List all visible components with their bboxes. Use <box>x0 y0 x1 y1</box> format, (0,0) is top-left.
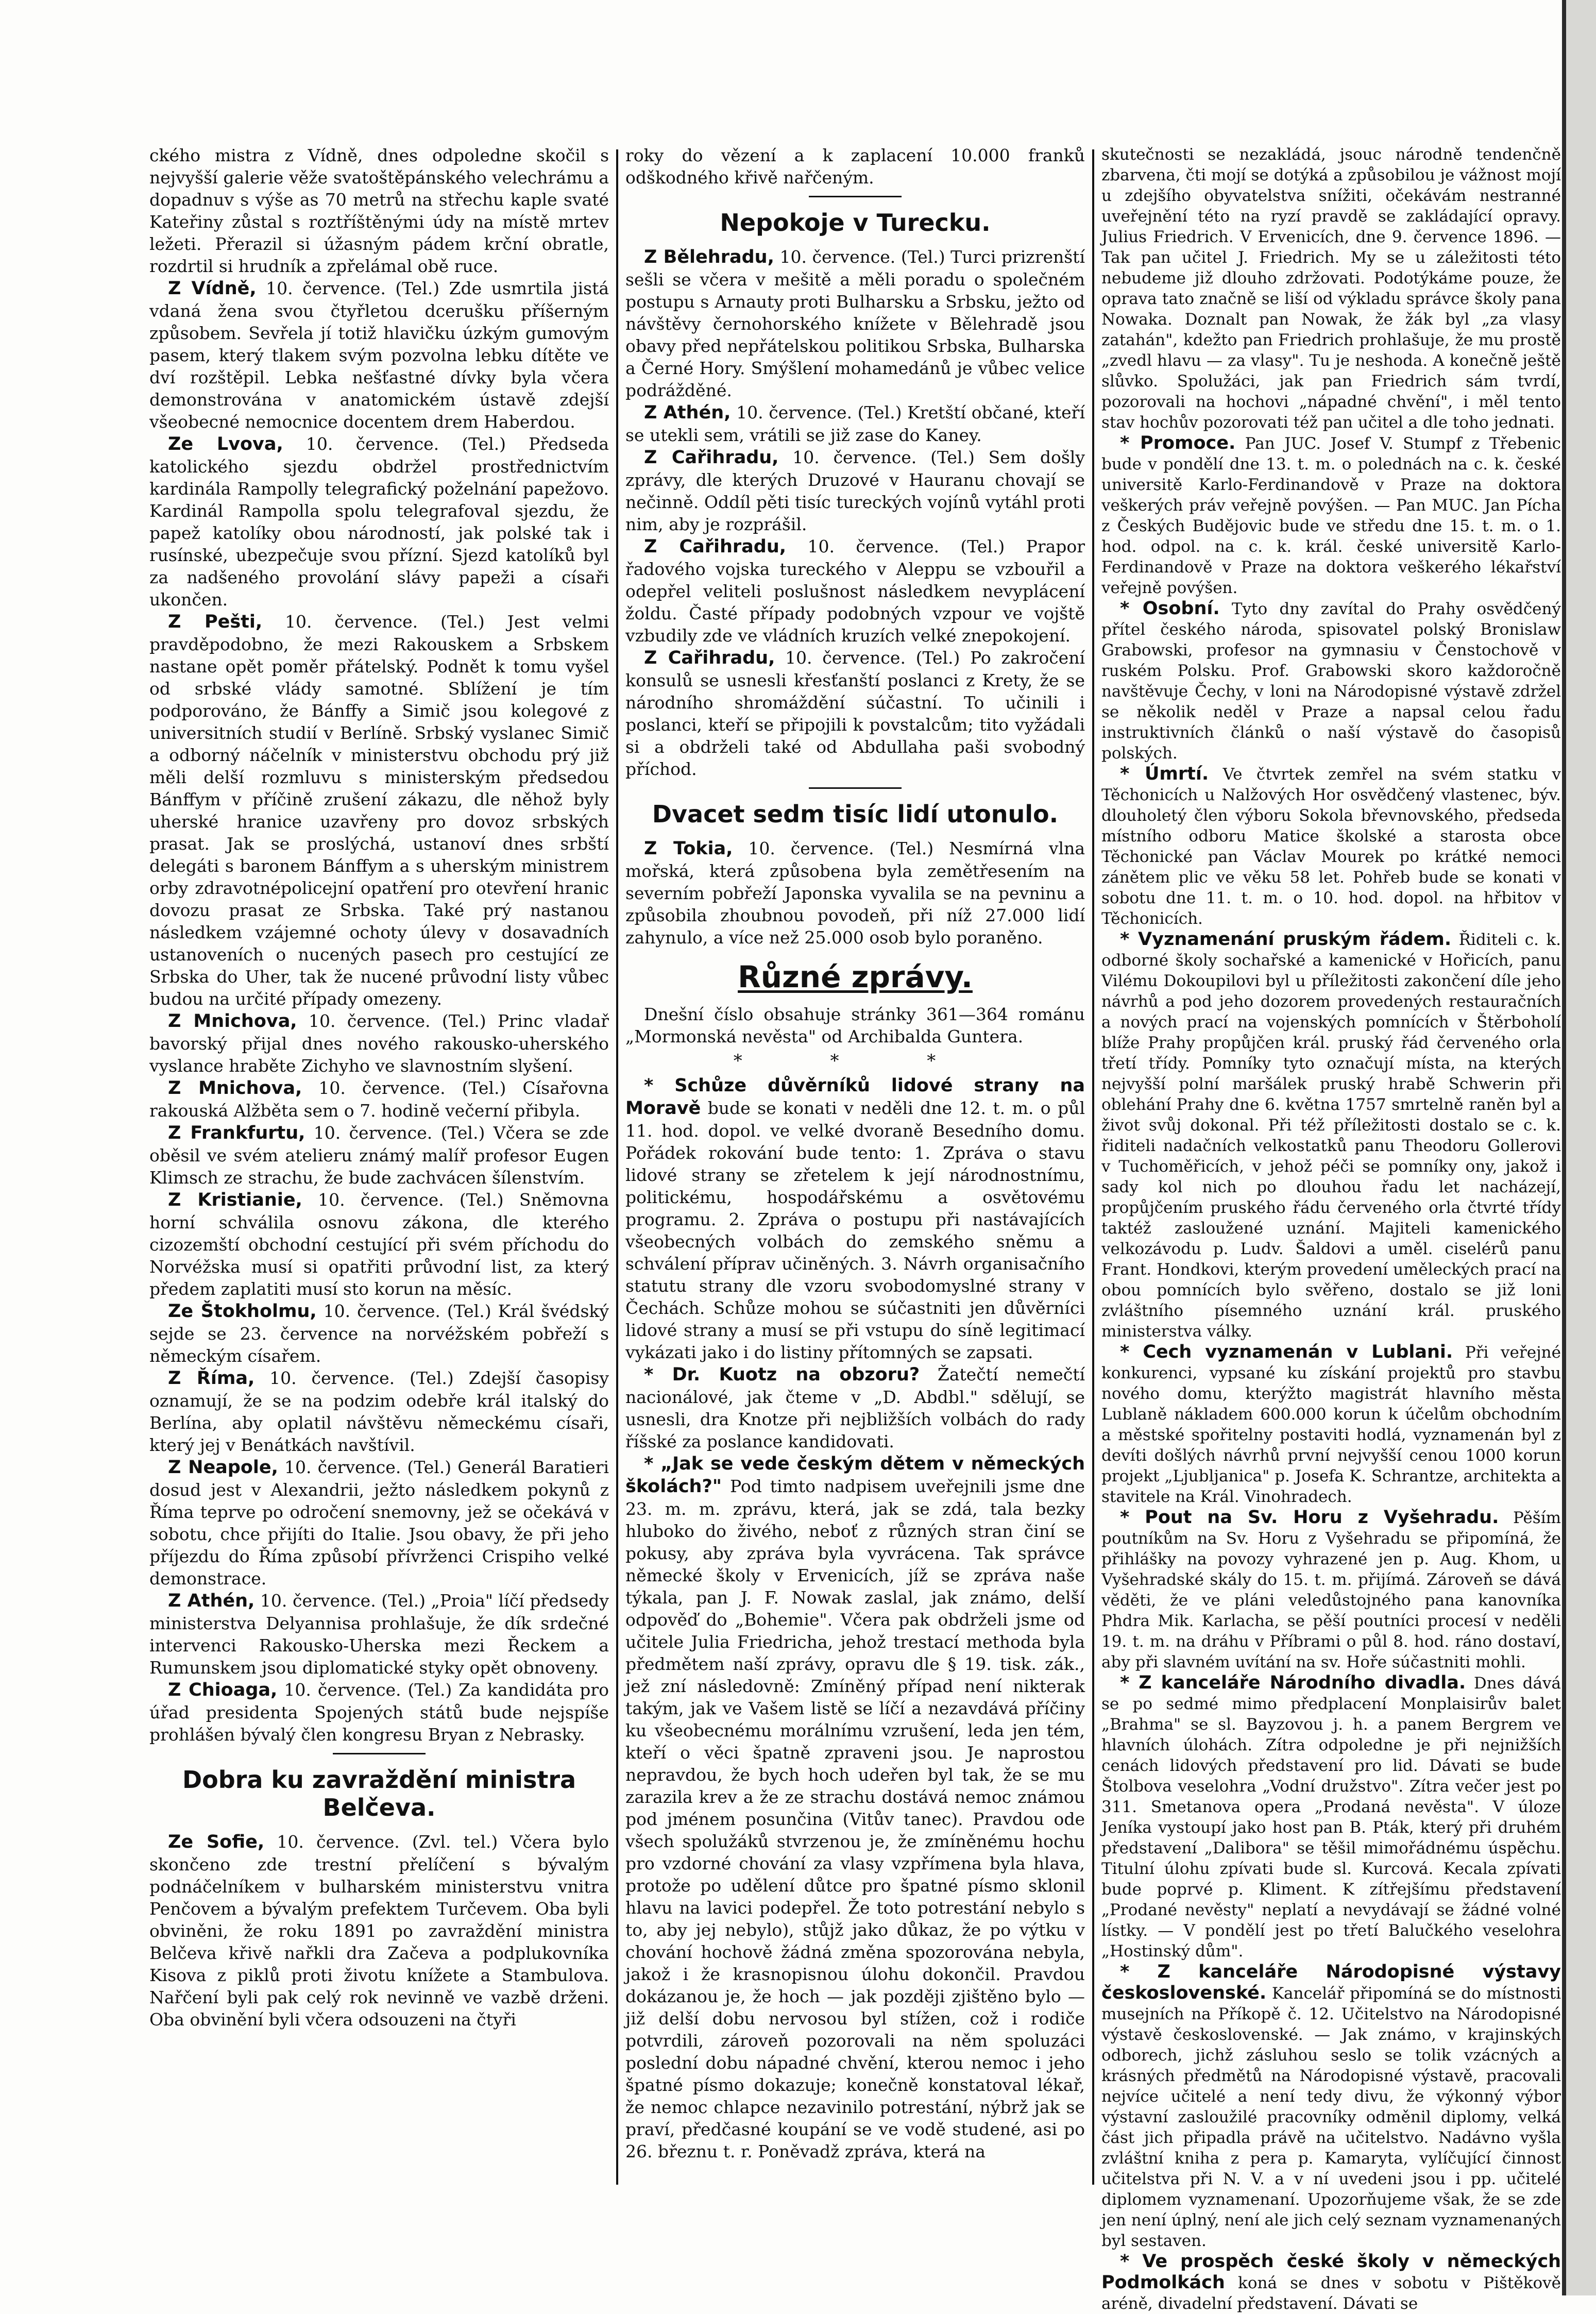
paragraph-text: Ve čtvrtek zemřel na svém statku v Těchonicích u Nalžových Hor osvědčený vlastenec, býv. dlouholetý člen výboru Sokola břevnovského, předseda místního odboru Matice školské a starosta obce Těchonické pan Václav Mourek po krátké nemoci zánětem plic ve věku 58 let. Pohřeb bude se konati v sobotu dne 11. t. m. o 10. hod. dopol. na hřbitov v Těchonicích. <box>1101 765 1561 928</box>
news-paragraph <box>1101 1673 1561 1962</box>
dateline: Z Mnichova, <box>168 1011 297 1032</box>
dateline: * Osobní. <box>1119 598 1220 619</box>
newspaper-page <box>149 144 1561 2313</box>
dateline: Z Cařihradu, <box>643 447 779 468</box>
dateline: * „Jak se vede českým dětem v německých školách?" <box>625 1454 1085 1497</box>
paragraph-text: bude se konati v neděli dne 12. t. m. o půl 11. hod. dopol. ve velké dvoraně Besedního domu. Pořádek rokování bude tento: 1. Zpráva o stavu lidové strany se zřetelem k její národnostnímu, politickému, hospodářskému a osvětovému programu. 2. Zpráva o postupu při nastávajících všeobecných volbách do zemského sněmu a schválení příprav učiněných. 3. Návrh organisačního statutu strany dle vzoru svobodomyslné strany v Čechách. Schůze mohou se súčastniti jen důvěrníci lidové strany a musí se při vstupu do síně legitimací vykázati jako i do listiny přítomných se zapsati. <box>625 1098 1085 1362</box>
dateline: * Pout na Sv. Horu z Vyšehradu. <box>1119 1507 1499 1528</box>
news-paragraph <box>625 1003 1085 1048</box>
dateline: Z Říma, <box>168 1368 255 1389</box>
news-paragraph <box>1101 144 1561 433</box>
news-paragraph <box>1101 764 1561 929</box>
dateline: Ze Lvova, <box>168 434 283 454</box>
dateline: * Vyznamenání pruským řádem. <box>1119 929 1452 950</box>
scan-edge-line <box>1562 0 1566 2295</box>
dateline: Z Tokia, <box>643 838 733 859</box>
scan-edge-margin <box>1566 0 1596 2295</box>
column-left <box>149 144 609 2288</box>
dateline: Z Neapole, <box>168 1457 278 1478</box>
news-paragraph <box>1101 2251 1561 2314</box>
column-rule <box>616 149 618 2185</box>
news-paragraph <box>625 647 1085 780</box>
paragraph-text: 10. července. (Tel.) Princ vladař bavorský přijal dnes nového rakousko-uherského vyslance hraběte Zichyho ve slavnostním slyšení. <box>149 1011 609 1076</box>
news-paragraph <box>1101 1962 1561 2251</box>
paragraph-text: 10. července. (Tel.) Kretští občané, kteří se utekli sem, vrátili se již zase do Kaney. <box>625 402 1085 445</box>
paragraph-text: 10. července. (Tel.) Nesmírná vlna mořská, která způsobena byla zemětřesením na severním pobřeží Japonska vyvalila se na pevninu a způsobila zhoubnou povodeň, při níž 27.000 lidí zahynulo, a více než 25.000 osob bylo poraněno. <box>625 838 1085 948</box>
news-paragraph <box>1101 929 1561 1342</box>
news-paragraph <box>149 1077 609 1122</box>
dateline: Z Chioaga, <box>168 1680 278 1700</box>
news-paragraph <box>149 1010 609 1077</box>
news-paragraph <box>625 837 1085 949</box>
paragraph-text: skutečnosti se nezakládá, jsouc národně tendenčně zbarvena, čti mojí se dotýká a způsobilou je vážnost mojí u zdejšího obyvatelstva snížiti, očekávám nestranné uveřejnění této na ryzí pravdě se zakládající opravy. Julius Friedrich. V Ervenicích, dne 9. července 1896. — Tak pan učitel J. Friedrich. My se u záležitosti této nebudeme již dlouho zdržovati. Podotýkáme pouze, že oprava tato značně se liší od výkladu správce školy pana Nowaka. Doznalt pan Nowak, že žák byl „za vlasy zatahán", kdežto pan Friedrich prohlašuje, že mu prostě „zvedl hlavu — za vlasy". Tu je neshoda. A konečně ještě slůvko. Spolužáci, jak pan Friedrich sám tvrdí, pozorovali na hochovi „nápadné chvění", i měl tento stav hochův pozorovati též pan učitel a dle toho jednati. <box>1101 145 1561 432</box>
paragraph-text: 10. července. (Tel.) Císařovna rakouská Alžběta sem o 7. hodině večerní přibyla. <box>149 1078 609 1121</box>
news-paragraph <box>149 1300 609 1367</box>
paragraph-text: 10. července. (Tel.) Zdejší časopisy oznamují, že se na podzim odebře král italský do Berlína, aby oplatil návštěvu německému císaři, který jej v Benátkách navštívil. <box>149 1368 609 1455</box>
paragraph-text: 10. července. (Tel.) Sem došly zprávy, dle kterých Druzové v Hauranu chovají se nečinně. Oddíl pěti tisíc tureckých vojínů vytáhl proti nim, aby je rozprášil. <box>625 447 1085 534</box>
dateline: Z Kristianie, <box>168 1190 302 1210</box>
section-heading: Dobra ku zavraždění ministra Belčeva. <box>182 1766 576 1821</box>
column-right <box>1101 144 1561 2313</box>
news-paragraph <box>1101 1507 1561 1673</box>
news-paragraph <box>149 277 609 433</box>
section-heading: Různé zprávy. <box>738 959 973 994</box>
paragraph-text: 10. července. (Tel.) Sněmovna horní schválila osnovu zákona, dle kterého cizozemští obchodní cestující při svém příchodu do Norvéžska musí si opatřiti průvodní list, za který předem zaplatiti musí sto korun na měsíc. <box>149 1190 609 1299</box>
dateline: * Ve prospěch české školy v německých Podmolkách <box>1101 2251 1561 2293</box>
section-heading: Nepokoje v Turecku. <box>720 209 991 237</box>
paragraph-text: 10. července. (Tel.) Generál Baratieri dosud jest v Alexandrii, ježto následkem pokynů z Říma teprve po odročení snemovny, jež se očekává v sobotu, chce přijíti do Italie. Jsou obavy, že při jeho příjezdu do Říma způsobí přívrženci Crispiho velké demonstrace. <box>149 1457 609 1589</box>
dateline: Z Vídně, <box>168 278 257 299</box>
paragraph-text: 10. července. (Tel.) Za kandidáta pro úřad presidenta Spojených států bude nejspíše prohlášen bývalý člen kongresu Bryan z Nebrasky. <box>149 1680 609 1745</box>
news-paragraph <box>149 1590 609 1679</box>
paragraph-text: roky do vězení a k zaplacení 10.000 franků odškodného křivě nařčeným. <box>625 145 1085 188</box>
column-rule <box>1092 149 1094 2185</box>
dateline: Z Frankfurtu, <box>168 1123 305 1143</box>
news-paragraph <box>149 1122 609 1189</box>
news-paragraph <box>149 611 609 1010</box>
dateline: * Z kanceláře Národopisné výstavy československé. <box>1101 1962 1561 2003</box>
news-paragraph <box>149 1679 609 1746</box>
news-paragraph <box>625 535 1085 647</box>
news-paragraph <box>625 446 1085 535</box>
paragraph-text: 10. července. (Tel.) Turci prizrenští sešli se včera v mešitě a měli poradu o společném postupu s Arnauty proti Bulharsku a Srbsku, ježto od návštěvy černohorského knížete v Bělehradě jsou obavy před nepřátelskou politikou Srbska, Bulharska a Černé Hory. Smýšlení mohamedánů je vůbec velice podrážděné. <box>625 247 1085 400</box>
dateline: Z Mnichova, <box>168 1078 302 1099</box>
paragraph-text: 10. července. (Tel.) Včera se zde oběsil ve svém atelieru známý malíř profesor Eugen Klimsch ze strachu, že bude zachvácen šílenstvím. <box>149 1123 609 1188</box>
news-paragraph <box>149 433 609 611</box>
news-paragraph <box>625 1452 1085 2163</box>
paragraph-text: Pan JUC. Josef V. Stumpf z Třebenic bude v pondělí dne 13. t. m. o polednách na c. k. české universitě Karlo-Ferdinandově v Praze na doktora veškerých práv veřejně povýšen. — Pan MUC. Jan Pícha z Českých Budějovic bude ve středu dne 15. t. m. o 1. hod. odpol. na c. k. král. české universitě Karlo-Ferdinandově v Praze na doktora veškerého lékařství veřejně povýšen. <box>1101 434 1561 597</box>
news-paragraph <box>625 1363 1085 1452</box>
paragraph-text: Dnes dává se po sedmé mimo předplacení Monplaisirův balet „Brahma" se sl. Bayzovou j. h. a panem Bergrem ve hlavních úlohách. Zítra odpoledne je při nejnižších cenách lidových představení pro lid. Dávati se bude Štolbova veselohra „Vodní družstvo". Zítra večer jest po 311. Smetanova opera „Prodaná nevěsta". V úloze Jeníka vystoupí jako host pan B. Pták, který při druhém představení „Dalibora" se těšil mimořádnému úspěchu. Titulní úlohu zpívati bude sl. Kurcová. Kecala zpívati bude poprvé p. Kliment. K zítřejšímu představení „Prodané nevěsty" neplatí a nevydávají se žádné volné lístky. — V pondělí jest po třetí Balučkého veselohra „Hostinský dům". <box>1101 1674 1561 1961</box>
news-paragraph <box>1101 433 1561 598</box>
dateline: * Úmrtí. <box>1119 764 1209 784</box>
news-paragraph <box>149 1456 609 1590</box>
paragraph-text: 10. července. (Tel.) „Proia" líčí předsedy ministerstva Delyannisa prohlašuje, že dík srdečné intervenci Rakousko-Uherska mezi Řeckem a Rumunskem jsou diplomatické styky opět obnoveny. <box>149 1591 609 1678</box>
dateline: * Cech vyznamenán v Lublani. <box>1119 1342 1453 1362</box>
news-paragraph <box>1101 598 1561 764</box>
heading-rule <box>809 787 902 789</box>
paragraph-text: Při veřejné konkurenci, vypsané ku získání projektů pro stavbu nového domu, kterýžto magistrát hlavního města Lublaně nákladem 600.000 korun k účelům obchodním a městské spořitelny postaviti hodlá, vyznamenán byl z devíti došlých návrhů první nejvyšší cenou 1000 korun projekt „Ljubljanica" p. Josefa K. Schrantze, architekta a stavitele na Král. Vinohradech. <box>1101 1343 1561 1506</box>
news-paragraph <box>625 144 1085 189</box>
paragraph-text: 10. července. (Tel.) Prapor řadového vojska tureckého v Aleppu se vzbouřil a odepřel veliteli poslušnost následkem nevyplácení žoldu. Časté případy podobných vzpour ve vojště vzbudily zde ve vládních kruzích velké znepokojení. <box>625 536 1085 646</box>
news-paragraph <box>149 1831 609 2031</box>
paragraph-text: 10. července. (Tel.) Jest velmi pravděpodobno, že mezi Rakouskem a Srbskem nastane opět poměr přátelský. Podnět k tomu vyšel od srbské vlády samotné. Sblížení je tím podporováno, že Bánffy a Simič jsou kolegové z universitních studií v Berlíně. Srbský vyslanec Simič a odborný náčelník v ministerstvu obchodu prý již měli delší rozmluvu s ministerským předsedou Bánffym v příčině zrušení zákazu, dle něhož byly uherské hranice uzavřeny pro dovoz srbských prasat. Jak se proslýchá, ustanoví dnes srbští delegáti s baronem Bánffym a s uherským ministrem orby zdravotnépolicejní opatření pro otevření hranic dovozu prasat ze Srbska. Také prý nastanou následkem vzájemné ochoty úlevy v dosavadních ustanoveních o nucených pasech pro cestující ze Srbska do Uher, tak že nucené průvodní listy vůbec budou na určité případy omezeny. <box>149 612 609 1009</box>
dateline: Z Bělehradu, <box>643 247 774 267</box>
paragraph-text: 10. července. (Tel.) Král švédský sejde se 23. července na norvéžském pobřeží s německým císařem. <box>149 1301 609 1366</box>
dateline: * Z kanceláře Národního divadla. <box>1119 1673 1466 1693</box>
paragraph-text: Pod timto nadpisem uveřejnili jsme dne 23. m. m. zprávu, která, jak se zdá, tala bezky hluboko do živého, neboť z různých stran činí se pokusy, aby zpráva byla vyvrácena. Tak správce německé školy v Ervenicích, jíž se zpráva naše týkala, pan J. F. Nowak zaslal, jak známo, delší odpověď do „Bohemie". Včera pak obdrželi jsme od učitele Julia Friedricha, jehož trestací methoda byla předmětem naší zprávy, opravu dle § 19. tisk. zák., jež zní následovně: Zmíněný případ není nikterak takým, jak ve Vašem listě se líčí a nezavdává příčiny ku všeobecnému morálnímu vzrušení, leda jen tém, kteří o věci špatně zpraveni jsou. Je naprostou nepravdou, že bych hoch udeřen byl tak, že se mu zarazila krev a že ze strachu dostává nemoc známou pod jménem posunčina (Vitův tanec). Pravdou ode všech spolužáků stvrzenou je, že zmíněnému hochu pro vzdorné chování za vlasy vzpřímena byla hlava, protože po udělení důtce pro špatné písmo sklonil hlavu na lavici podepřel. Že toto potrestání nebylo s to, aby jej nebylo), stůjž jako důkaz, že po výtku v chování hochově žádná změna spozorována nebyla, jakož i že krasnopisnou úlohu dokončil. Pravdou dokázanou je, že hoch — jak později zjištěno bylo — již delší dobu nervosou byl stížen, což i rodiče potvrdili, zároveň pozorovali na něm spoluzáci poslední dobu nápadné chvění, kterou nemoc i jeho špatné písmo dokazuje; konečně konstatoval lékař, že nemoc chlapce nezavinilo potrestání, nýbrž jak se praví, předčasné koupání se ve vodě studené, asi po 26. březnu t. r. Poněvadž zpráva, která na <box>625 1476 1085 2161</box>
news-paragraph <box>149 1189 609 1300</box>
news-paragraph <box>1101 1342 1561 1507</box>
dateline: Ze Štokholmu, <box>168 1301 317 1322</box>
paragraph-text: 10. července. (Tel.) Po zakročení konsulů se usnesli křesťanští poslanci z Krety, že se národního shromáždění súčastní. To učinili i poslanci, kteří se připojili k povstalcům; tito vyžádali si a obdrželi také od Abdullaha paši svobodný příchod. <box>625 648 1085 779</box>
news-paragraph <box>149 1367 609 1456</box>
heading-rule <box>333 1753 426 1754</box>
dateline: Z Cařihradu, <box>643 536 787 557</box>
paragraph-text: ckého mistra z Vídně, dnes odpoledne skočil s nejvyšší galerie věže svatoštěpánského velechrámu a dopadnuv s výše as 70 metrů na střechu kaple svaté Kateřiny zůstal s roztříštěnými údy na místě mrtev ležeti. Přerazil si úžasným pádem krční obratle, rozdrtil si hrudník a zpřelámal obě ruce. <box>149 145 609 276</box>
dateline: Z Pešti, <box>168 612 263 632</box>
paragraph-text: Žatečtí nemečtí nacionálové, jak čteme v „D. Abdbl." sdělují, se usnesli, dra Knotze při nejbližších volbách do rady říšské za poslance kandidovati. <box>625 1364 1085 1451</box>
column-middle <box>625 144 1085 2288</box>
dateline: * Promoce. <box>1119 433 1236 453</box>
paragraph-text: 10. července. (Tel.) Předseda katolického sjezdu obdržel prostřednictvím kardinála Rampolly telegrafický poželnání papežovo. Kardinál Rampolla spolu telegrafoval sjezdu, že papež katolíky obou národností, jak polské tak i rusínské, ubezpečuje svou přízní. Sjezd katolíků byl za nadšeného provolání slávy papeži a císaři ukončen. <box>149 434 609 610</box>
dateline: Z Athén, <box>168 1591 255 1611</box>
paragraph-text: Kancelář připomíná se do místnosti musejních na Příkopě č. 12. Učitelstvo na Národopisné výstavě československé. — Jak známo, v krajinských odborech, jichž zásluhou seslo se tolik vzácných a krásných předmětů na Národopisné výstavě, pracovali nejvíce učitelé a není tedy divu, že výkonný výbor výstavní zasloužilé pracovníky odměnil diplomy, velká část jich připadla právě na učitelstvo. Nadávno vyšla zvláštní kniha z pera p. Kamaryta, vylíčující činnost učitelstva při N. V. a v ní uvedeni jsou i pp. učitelé diplomem vyznamenaní. Upozorňujeme však, že se zde jen není úplný, není ale jich celý seznam vyznamenaných byl sestaven. <box>1101 1984 1561 2250</box>
paragraph-text: 10. července. (Tel.) Zde usmrtila jistá vdaná žena svou čtyřletou dcerušku příšerným způsobem. Sevřela jí totiž hlavičku úzkým gumovým pasem, který tlakem svým pozvolna lebku dítěte ve dví rozštěpil. Lebka nešťastné dívky byla včera demonstrována v anatomickém ústavě zdejší všeobecné nemocnice docentem drem Haberdou. <box>149 278 609 432</box>
paragraph-text: koná se dnes v sobotu v Pištěkově aréně, divadelní představení. Dávati se <box>1101 2274 1561 2313</box>
dateline: * Schůze důvěrníků lidové strany na Moravě <box>625 1075 1085 1119</box>
dateline: Ze Sofie, <box>168 1832 265 1852</box>
paragraph-text: 10. července. (Zvl. tel.) Včera bylo skončeno zde trestní přelíčení s bývalým podnáčelníkem v bulharském ministerstvu vnitra Penčovem a bývalým prefektem Turčevem. Oba byli obviněni, že roku 1891 po zavraždění ministra Belčeva křivě nařkli dra Začeva a podplukovníka Kisova z piklů proti životu knížete a Stambulova. Nařčení byli pak celý rok nevinně ve vazbě drženi. Oba obvinění byli včera odsouzeni na čtyři <box>149 1832 609 2030</box>
paragraph-text: Řiditeli c. k. odborné školy sochařské a kamenické v Hořicích, panu Vilému Dokoupilovi byl u příležitosti zakončení díle jeho návrhů a pod jeho dozorem provedených restauračních a nových prací na vojenských pomnících v Štěrboholí blíže Prahy propůjčen král. pruský řád červeného orla třetí třídy. Pomníky tyto označují místa, na kterých nejvyšší polní maršálek pruský hrabě Schwerin při oblehání Prahy dne 6. května 1757 smrtelně raněn byl a život svůj dokonal. Při též příležitosti dostalo se c. k. řiditeli nadačních velkostatků panu Theodoru Gollerovi v Tuchoměřicích, v jehož péči se pomníky ony, jakož i sady kol nich po dlouhou řadu let nacházejí, propůjčením pruského řádu červeného orla čtvrté třídy taktéž zasloužené uznání. Majiteli kamenického velkozávodu p. Ludv. Šaldovi a uměl. ciselérů panu Frant. Hondkovi, kterým provedení uměleckých prací na obou pomnících bylo svěřeno, dostalo se již loni zvláštního písemného uznání král. pruského ministerstva války. <box>1101 931 1561 1341</box>
news-paragraph <box>149 144 609 277</box>
paragraph-text: Tyto dny zavítal do Prahy osvědčený přítel českého národa, spisovatel polský Bronislaw Grabowski, profesor na gymnasiu v Čenstochově v ruském Polsku. Prof. Grabowski skoro každoročně navštěvuje Čechy, v loni na Národopisné výstavě zdržel se několik neděl v Praze a napsal celou řadu instruktivních článků o naší výstavě do časopisů polských. <box>1101 600 1561 763</box>
news-paragraph <box>625 401 1085 446</box>
dateline: Z Cařihradu, <box>643 648 775 668</box>
heading-rule <box>809 196 902 197</box>
news-paragraph <box>625 246 1085 401</box>
section-divider-asterisks: * * * <box>733 1051 977 1071</box>
dateline: * Dr. Kuotz na obzoru? <box>643 1364 920 1385</box>
section-heading: Dvacet sedm tisíc lidí utonulo. <box>652 800 1059 828</box>
dateline: Z Athén, <box>643 402 731 423</box>
paragraph-text: Dnešní číslo obsahuje stránky 361—364 románu „Mormonská nevěsta" od Archibalda Guntera. <box>625 1004 1085 1046</box>
paragraph-text: Pěším poutníkům na Sv. Horu z Vyšehradu se připomíná, že přihlášky na povozy vyhrazené jen p. Aug. Khom, u Vyšehradské skály do 15. t. m. přijímá. Zároveň se dává věděti, že ve pláni veledůstojného pana kanovníka Phdra Mik. Karlacha, se pěší poutníci procesí v neděli 19. t. m. na dráhu v Příbrami o půl 8. hod. ráno dostaví, aby při slavném uvítání na sv. Hoře súčastniti mohli. <box>1101 1509 1561 1671</box>
news-paragraph <box>625 1074 1085 1363</box>
